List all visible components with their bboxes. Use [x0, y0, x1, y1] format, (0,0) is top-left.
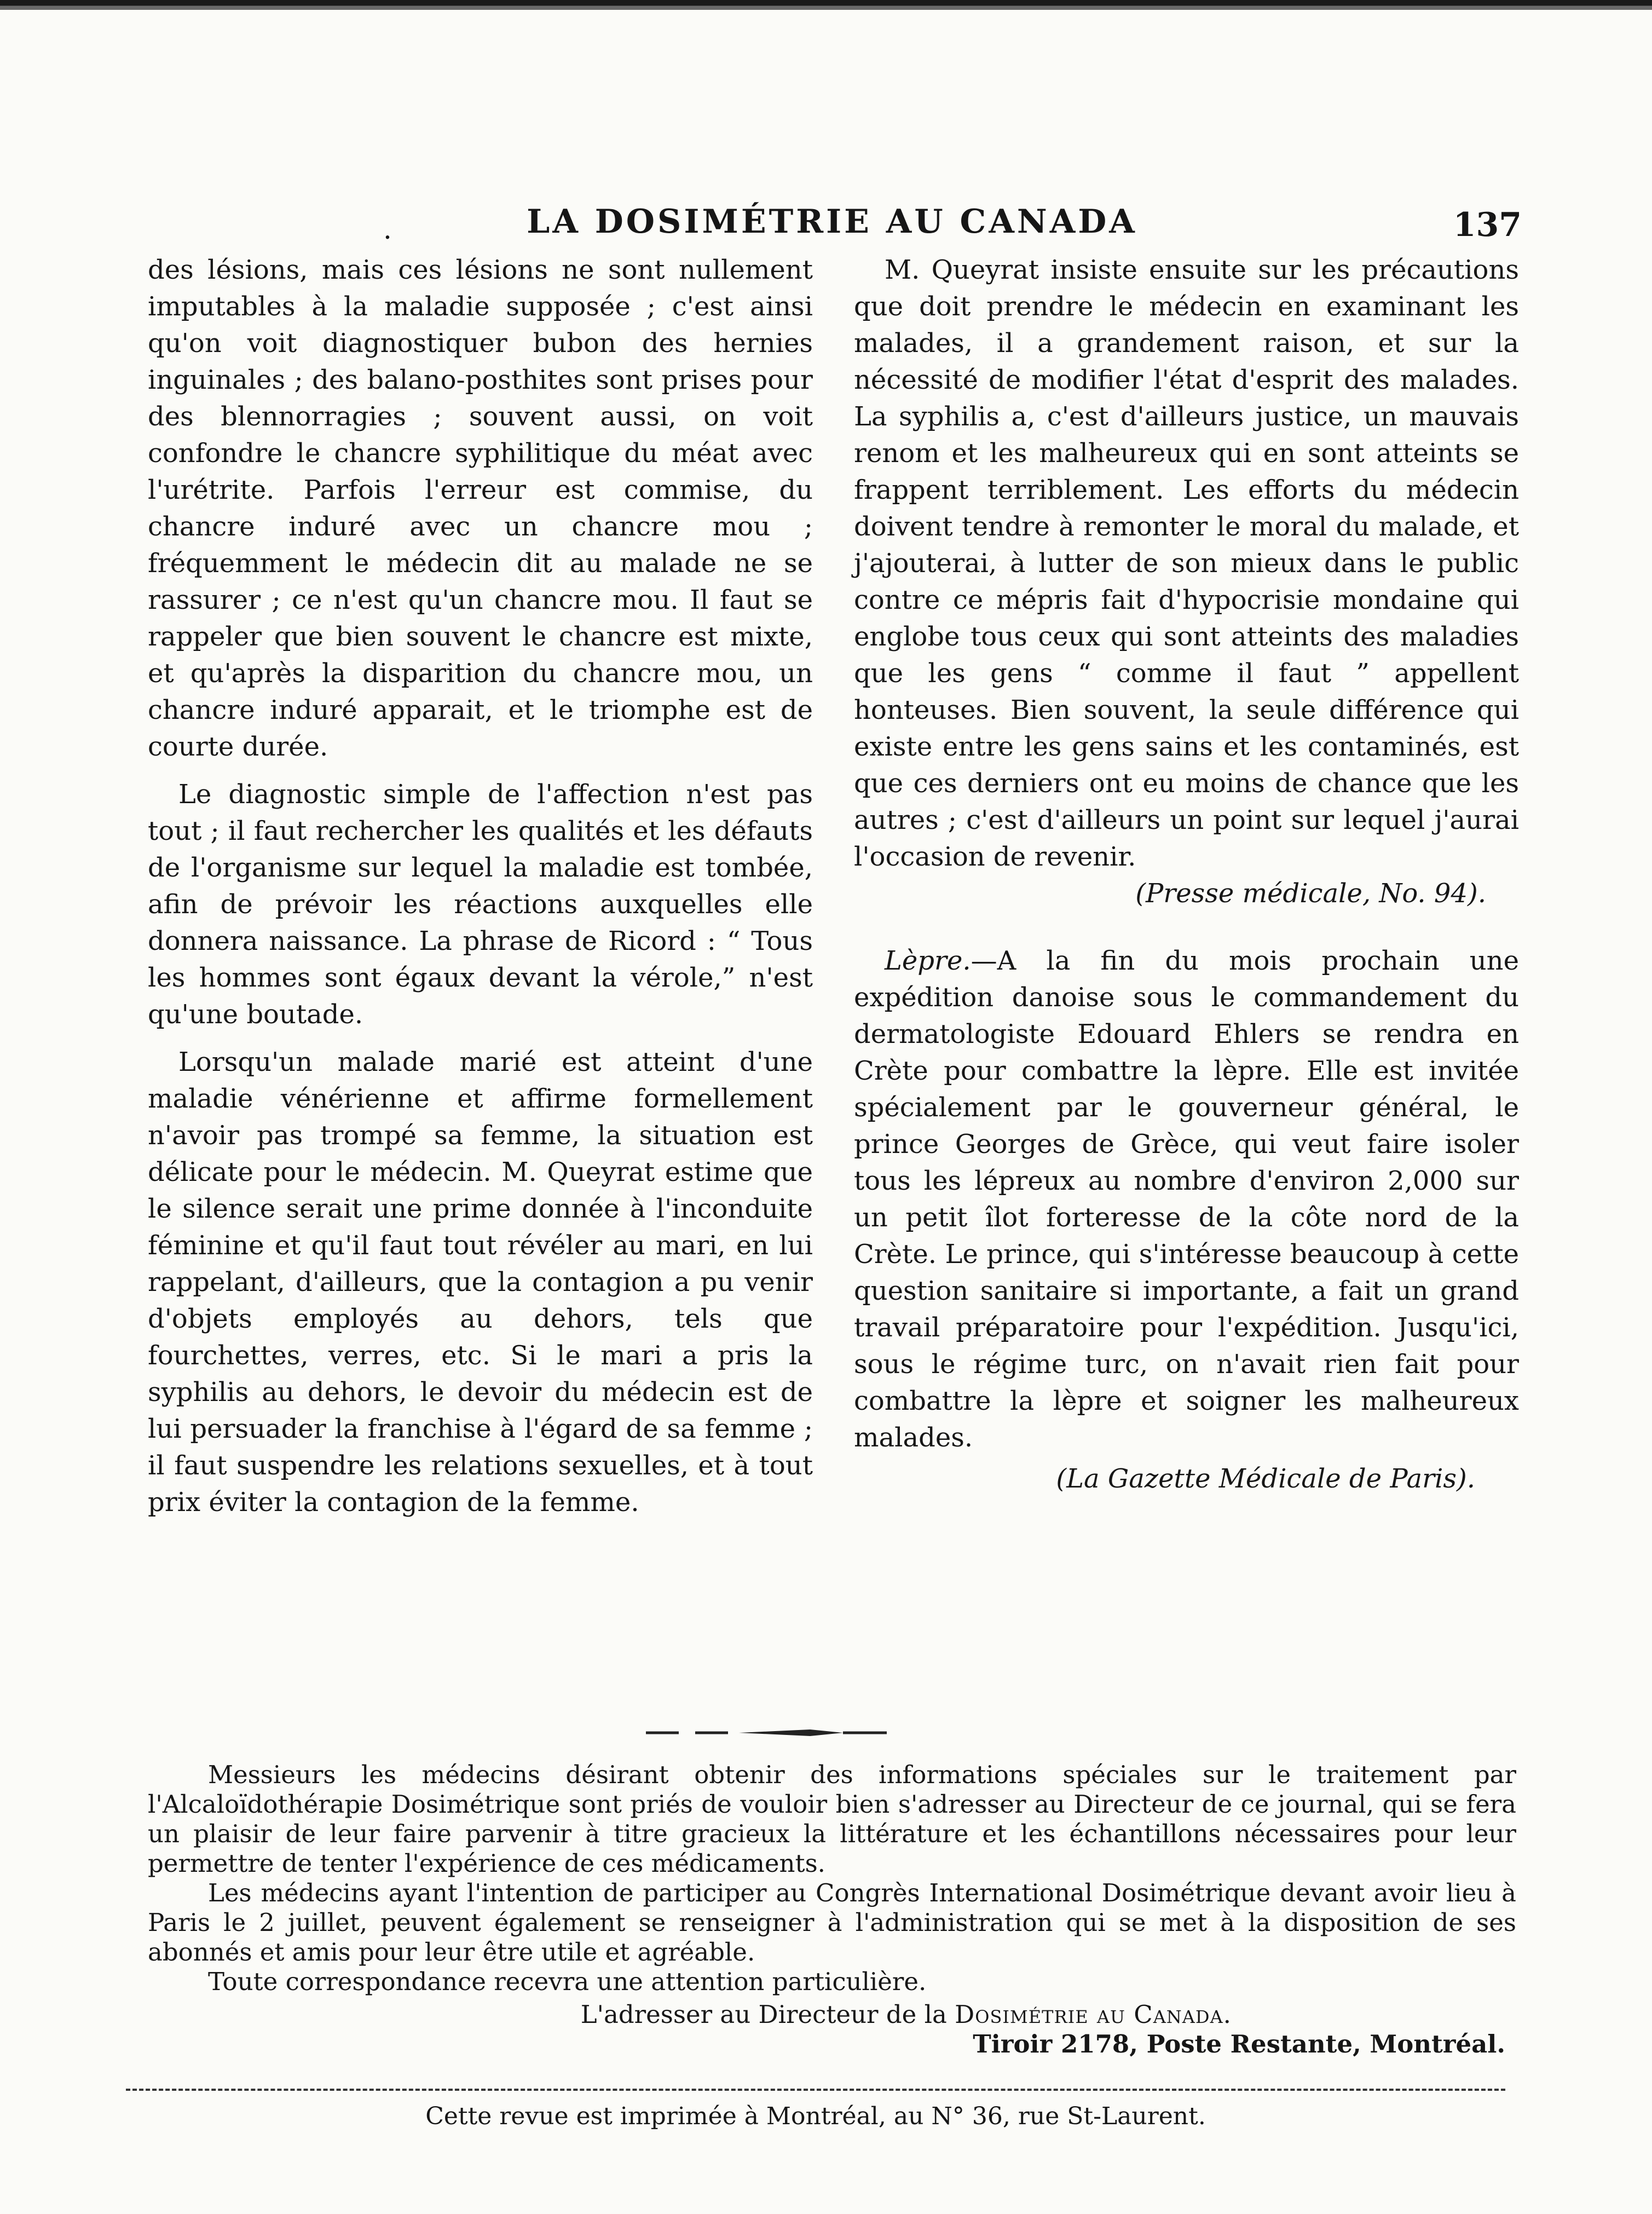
address-line-1 — [148, 2000, 1516, 2030]
source-citation-presse: (Presse médicale, No. 94). — [1135, 878, 1486, 909]
lepre-heading: Lèpre. — [885, 945, 971, 976]
printer-imprint: Cette revue est imprimée à Montréal, au N° 36, rue St-Laurent. — [425, 2102, 1206, 2130]
notice-paragraph-1: Messieurs les médecins désirant obtenir des informations spéciales sur le traitement par l'Alcaloïdothérapie Dosimétrique sont priés de vouloir bien s'adresser au Directeur de ce journal, qui se fera un plaisir de leur faire parvenir à titre gracieux la littérature et les échantillons nécessaires pour leur permettre de tenter l'expérience de ces médicaments. — [148, 1760, 1516, 1878]
source-citation-gazette: (La Gazette Médicale de Paris). — [1056, 1463, 1475, 1494]
running-header — [142, 197, 1522, 257]
notice-paragraph-3: Toute correspondance recevra une attention particulière. — [208, 1967, 927, 1996]
top-scan-border — [0, 0, 1652, 14]
section-divider-ornament — [646, 1722, 887, 1744]
right-paragraph-1: M. Queyrat insiste ensuite sur les précautions que doit prendre le médecin en examinant les malades, il a grandement raison, et sur la nécessité de modifier l'état d'esprit des malades. La syphilis a, c'est d'ailleurs justice, un mauvais renom et les malheureux qui en sont atteints se frappent terriblement. Les efforts du médecin doivent tendre à remonter le moral du malade, et j'ajouterai, à lutter de son mieux dans le public contre ce mépris fait d'hypocrisie mondaine qui englobe tous ceux qui sont atteints des maladies que les gens “ comme il faut ” appellent honteuses. Bien souvent, la seule différence qui existe entre les gens sains et les contaminés, est que ces derniers ont eu moins de chance que les autres ; c'est d'ailleurs un point sur lequel j'aurai l'occasion de revenir. — [854, 255, 1519, 872]
lepre-text: —A la fin du mois prochain une expédition danoise sous le commandement du dermatologiste Edouard Ehlers se rendra en Crète pour combattre la lèpre. Elle est invitée spécialement par le gouverneur général, le prince Georges de Grèce, qui veut faire isoler tous les lépreux au nombre d'environ 2,000 sur un petit îlot forteresse de la côte nord de la Crète. Le prince, qui s'intéresse beaucoup à cette question sanitaire si importante, a fait un grand travail préparatoire pour l'expédition. Jusqu'ici, sous le régime turc, on n'avait rien fait pour combattre la lèpre et soigner les malheureux malades. — [854, 945, 1519, 1453]
journal-title: LA DOSIMÉTRIE AU CANADA — [527, 203, 1137, 241]
lepre-paragraph — [854, 943, 1519, 1456]
left-paragraph-3: Lorsqu'un malade marié est atteint d'une maladie vénérienne et affirme formellement n'avoir pas trompé sa femme, la situation est délicate pour le médecin. M. Queyrat estime que le silence serait une prime donnée à l'inconduite féminine et qu'il faut tout révéler au mari, en lui rappelant, d'ailleurs, que la contagion a pu venir d'objets employés au dehors, tels que fourchettes, verres, etc. Si le mari a pris la syphilis au dehors, le devoir du médecin est de lui persuader la franchise à l'égard de sa femme ; il faut suspendre les relations sexuelles, et à tout prix éviter la contagion de la femme. — [148, 1047, 813, 1518]
address-line-2: Tiroir 2178, Poste Restante, Montréal. — [973, 2030, 1505, 2059]
address-journal-name: Dosimétrie au Canada. — [955, 2000, 1232, 2029]
address-prefix: L'adresser au Directeur de la — [580, 2000, 947, 2029]
left-paragraph-1: des lésions, mais ces lésions ne sont nullement imputables à la maladie supposée ; c'est ainsi qu'on voit diagnostiquer bubon des hernies inguinales ; des balano-posthites sont prises pour des blennorragies ; souvent aussi, on voit confondre le chancre syphilitique du méat avec l'urétrite. Parfois l'erreur est commise, du chancre induré avec un chancre mou ; fréquemment le médecin dit au malade ne se rassurer ; ce n'est qu'un chancre mou. Il faut se rappeler que bien souvent le chancre est mixte, et qu'après la disparition du chancre mou, un chancre induré apparait, et le triomphe est de courte durée. — [148, 255, 813, 762]
page-number: 137 — [1453, 206, 1522, 244]
header-dot: . — [383, 214, 392, 245]
right-column — [854, 252, 1519, 1497]
notice-paragraph-2: Les médecins ayant l'intention de participer au Congrès International Dosimétrique devant avoir lieu à Paris le 2 juillet, peuvent également se renseigner à l'administration qui se met à la disposition de ses abonnés et amis pour leur être utile et agréable. — [148, 1878, 1516, 1967]
left-paragraph-2: Le diagnostic simple de l'affection n'est pas tout ; il faut rechercher les qualités et les défauts de l'organisme sur lequel la maladie est tombée, afin de prévoir les réactions auxquelles elle donnera naissance. La phrase de Ricord : “ Tous les hommes sont égaux devant la vérole,” n'est qu'une boutade. — [148, 779, 813, 1030]
bottom-dashed-rule — [126, 2089, 1505, 2091]
left-column — [148, 252, 813, 1521]
publisher-notice — [148, 1760, 1516, 2059]
